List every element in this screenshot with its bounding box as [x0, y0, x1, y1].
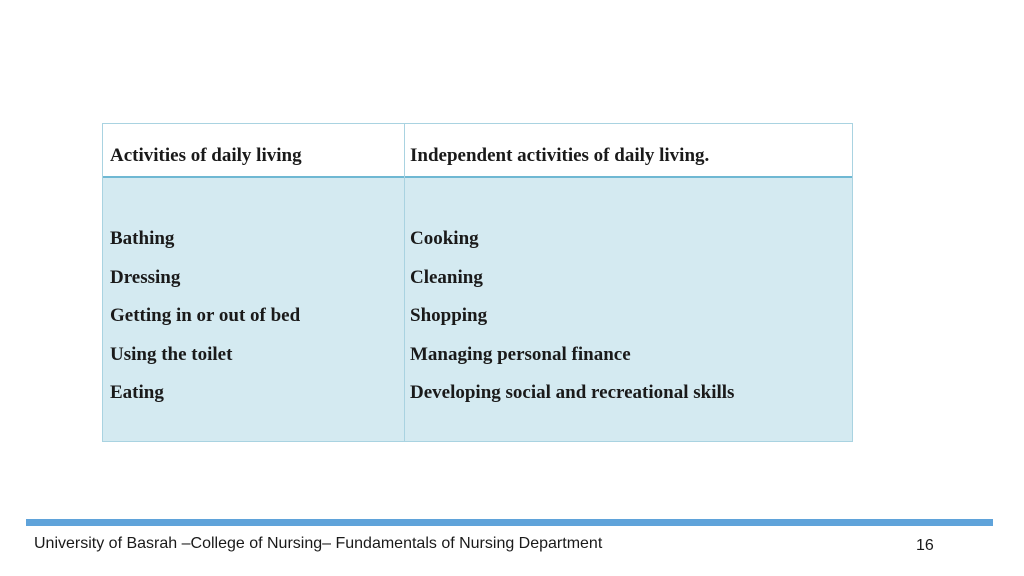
list-item: Getting in or out of bed	[110, 305, 301, 326]
table-header-row	[103, 124, 852, 178]
table-body-row	[103, 178, 852, 441]
list-item: Dressing	[110, 266, 181, 288]
list-item: Cooking	[410, 228, 479, 249]
list-item: Eating	[110, 382, 164, 403]
footer-divider	[26, 519, 993, 526]
list-item: Bathing	[110, 228, 175, 249]
footer-text: University of Basrah –College of Nursing– Fundamentals of Nursing Department	[34, 535, 603, 552]
column-divider	[404, 124, 405, 441]
adl-table	[102, 123, 853, 442]
list-item: Managing personal finance	[410, 343, 631, 365]
list-item: Cleaning	[410, 266, 483, 288]
iadl-list	[410, 225, 734, 418]
list-item: Using the toilet	[110, 343, 233, 365]
list-item: Developing social and recreational skills	[410, 382, 735, 403]
adl-list	[110, 225, 300, 418]
list-item: Shopping	[410, 305, 488, 326]
page-number: 16	[916, 537, 934, 554]
header-iadl: Independent activities of daily living.	[410, 145, 710, 166]
header-adl: Activities of daily living	[110, 145, 302, 166]
